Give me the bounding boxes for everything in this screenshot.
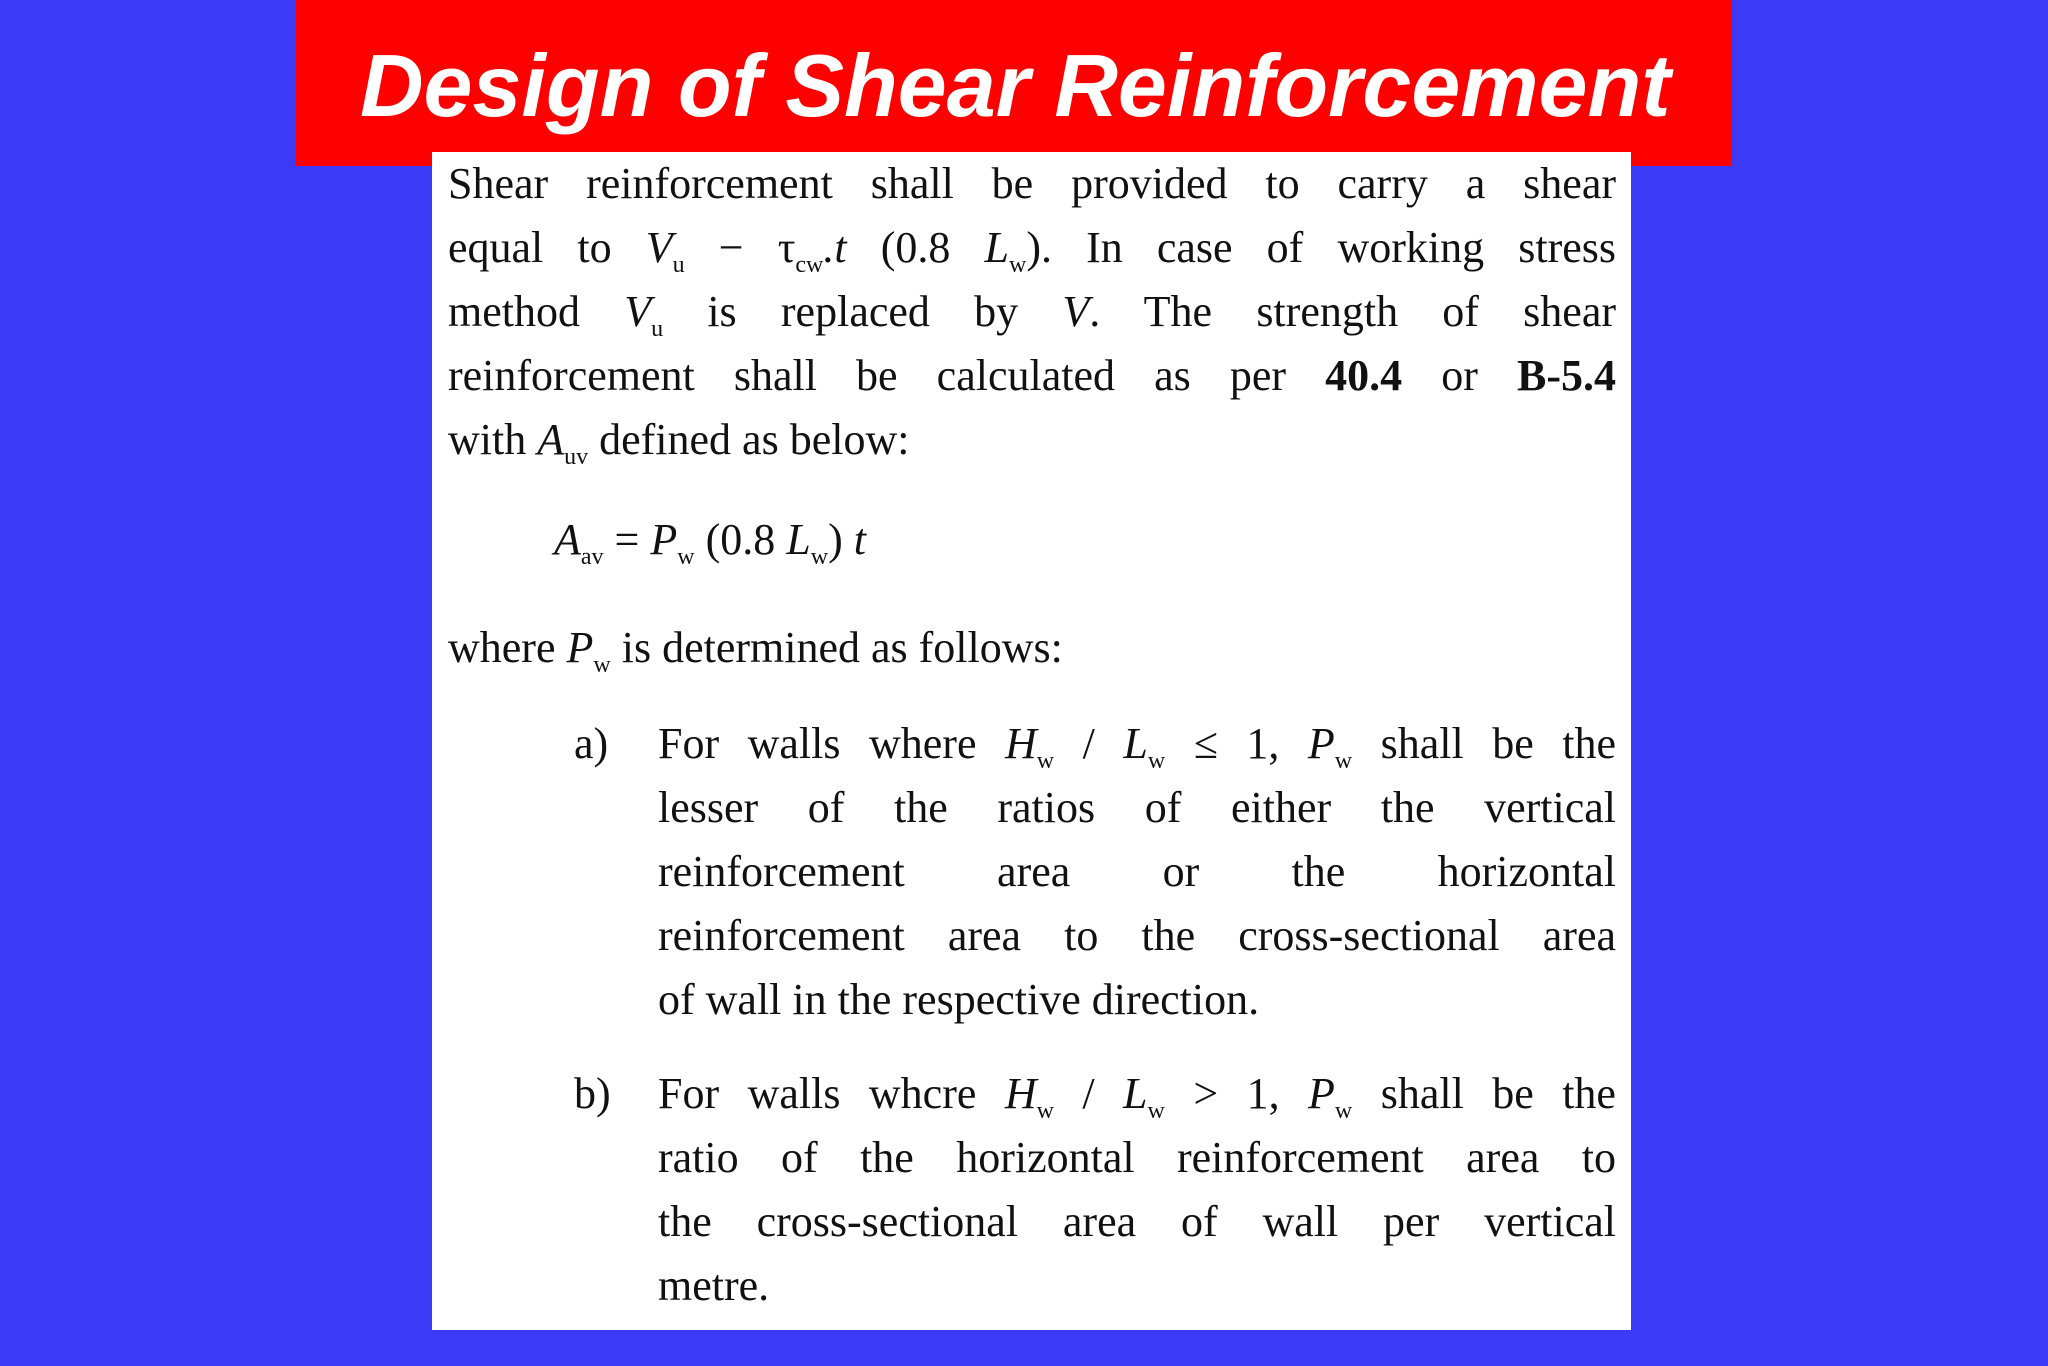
- symbol-t: t: [853, 515, 866, 564]
- p1-text: or: [1402, 351, 1517, 400]
- subscript: uv: [564, 444, 589, 470]
- item-a-line-1: [658, 718, 1616, 774]
- symbol-L: L: [1123, 719, 1148, 768]
- symbol-A: A: [537, 415, 565, 464]
- p1-text: (0.8: [846, 223, 985, 272]
- subscript: w: [1334, 1098, 1353, 1124]
- formula-text: (0.8: [694, 515, 787, 564]
- subscript: w: [677, 544, 695, 570]
- item-text: For walls whcre: [658, 1069, 1005, 1118]
- p1-text: method: [448, 287, 625, 336]
- clause-ref: B-5.4: [1517, 351, 1616, 400]
- p1-line-4: [448, 350, 1616, 402]
- subscript: w: [1147, 1098, 1165, 1124]
- item-text: /: [1053, 1069, 1124, 1118]
- symbol-L: L: [1123, 1069, 1148, 1118]
- item-a-line-3: reinforcement area or the horizontal: [658, 847, 1616, 896]
- subscript: u: [651, 316, 664, 342]
- p1-text: defined as below:: [588, 415, 910, 464]
- p1-line-1: [448, 158, 1616, 210]
- item-a-line-4: reinforcement area to the cross-sectional area: [658, 911, 1616, 960]
- formula-text: =: [603, 515, 651, 564]
- symbol-L: L: [786, 515, 811, 564]
- item-text: shall be the: [1352, 719, 1616, 768]
- item-text: /: [1054, 719, 1124, 768]
- symbol-H: H: [1005, 719, 1037, 768]
- item-b-marker: b): [574, 1069, 611, 1118]
- item-text: For walls where: [658, 719, 1005, 768]
- p1-text: reinforcement shall be calculated as per: [448, 351, 1326, 400]
- subscript: w: [1036, 748, 1055, 774]
- symbol-L: L: [984, 223, 1009, 272]
- subscript: w: [1008, 252, 1027, 278]
- symbol-P: P: [1307, 719, 1335, 768]
- p1-line-2: [448, 222, 1616, 278]
- where-text: is determined as follows:: [610, 623, 1063, 672]
- symbol-H: H: [1004, 1069, 1037, 1118]
- symbol-V: V: [624, 287, 652, 336]
- item-b-line-1: [658, 1068, 1616, 1124]
- subscript: w: [1036, 1098, 1054, 1124]
- item-text: shall be the: [1352, 1069, 1616, 1118]
- formula-A-av: [554, 512, 866, 568]
- where-line: [448, 622, 1063, 678]
- symbol-P: P: [566, 623, 594, 672]
- subscript: w: [1334, 748, 1353, 774]
- item-b-line-2: ratio of the horizontal reinforcement area to: [658, 1133, 1616, 1182]
- subscript: w: [593, 652, 611, 678]
- item-a-marker: a): [574, 719, 609, 768]
- item-text: ≤ 1,: [1165, 719, 1308, 768]
- symbol-t: .t: [823, 223, 847, 272]
- slide-title: Design of Shear Reinforcement: [360, 36, 1671, 135]
- p1-text: . The strength of shear: [1089, 287, 1617, 336]
- item-a-line-5: of wall in the respective direction.: [658, 975, 1260, 1024]
- p1-text: − τ: [684, 223, 796, 272]
- symbol-P: P: [1308, 1069, 1335, 1118]
- subscript: av: [580, 544, 604, 570]
- document-panel: [432, 152, 1631, 1330]
- p1-text: equal to: [448, 223, 646, 272]
- p1-text: is replaced by: [663, 287, 1063, 336]
- symbol-V: V: [1062, 287, 1090, 336]
- p1-line-3: [448, 286, 1617, 342]
- p1-text: with: [448, 415, 538, 464]
- item-b-line-4: metre.: [658, 1261, 770, 1310]
- clause-ref: 40.4: [1325, 351, 1403, 400]
- symbol-A: A: [554, 515, 581, 564]
- subscript: u: [672, 252, 685, 278]
- document-text: [432, 152, 1631, 1330]
- subscript: w: [810, 544, 829, 570]
- item-b-line-3: the cross-sectional area of wall per vertical: [658, 1197, 1616, 1246]
- where-text: where: [448, 623, 567, 672]
- subscript: cw: [795, 252, 824, 278]
- formula-text: ): [828, 515, 854, 564]
- symbol-V: V: [645, 223, 673, 272]
- p1-text: ). In case of working stress: [1026, 223, 1616, 272]
- subscript: w: [1147, 748, 1166, 774]
- symbol-P: P: [650, 515, 678, 564]
- item-text: > 1,: [1164, 1069, 1309, 1118]
- p1-line-5: [448, 414, 910, 470]
- item-a-line-2: lesser of the ratios of either the vertical: [658, 783, 1616, 832]
- p1-line-1-text: Shear reinforcement shall be provided to carry a shear: [448, 159, 1616, 208]
